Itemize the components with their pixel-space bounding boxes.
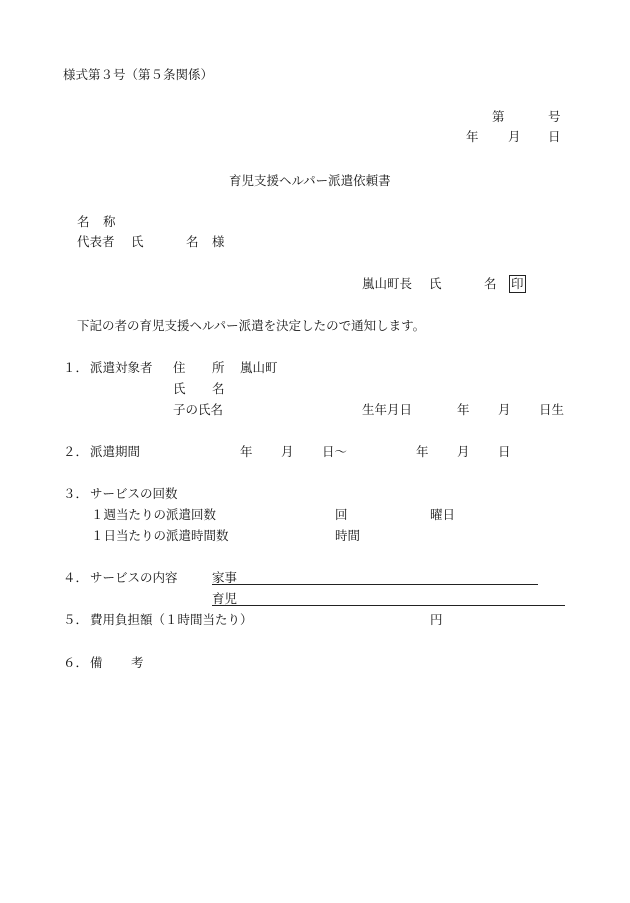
remarks-label-2: 考 xyxy=(131,655,144,670)
notice-text: 下記の者の育児支援ヘルパー派遣を決定したので通知します。 xyxy=(77,318,426,333)
weekly-count-unit: 回 xyxy=(335,507,348,522)
child-name-label: 子の氏名 xyxy=(173,402,224,417)
doc-number-prefix: 第 xyxy=(492,109,505,124)
sender-title: 嵐山町長 xyxy=(362,276,413,291)
address-label-1: 住 xyxy=(173,360,186,375)
document-title: 育児支援ヘルパー派遣依頼書 xyxy=(229,173,391,188)
period-from-month: 月 xyxy=(281,444,294,459)
birthdate-label: 生年月日 xyxy=(362,402,413,417)
daily-hours-unit: 時間 xyxy=(335,528,361,543)
representative-shi: 氏 xyxy=(131,234,144,249)
childcare-underline xyxy=(212,605,565,606)
date-year-label: 年 xyxy=(466,129,479,144)
sender-mei: 名 xyxy=(484,276,497,291)
representative-honorific: 様 xyxy=(212,234,225,249)
period-to-day: 日 xyxy=(498,444,511,459)
sender-shi: 氏 xyxy=(429,276,442,291)
period-label: 派遣期間 xyxy=(90,444,141,459)
service-count-label: サービスの回数 xyxy=(90,486,178,501)
fee-label: 費用負担額（１時間当たり） xyxy=(90,612,253,627)
recipient-name-label-2: 称 xyxy=(103,214,116,229)
birth-month-label: 月 xyxy=(498,402,511,417)
address-value: 嵐山町 xyxy=(240,360,278,375)
period-from-day: 日～ xyxy=(322,444,348,459)
item1-number: １． xyxy=(63,360,89,375)
target-person-label: 派遣対象者 xyxy=(90,360,153,375)
item4-number: ４． xyxy=(63,570,89,585)
childcare-label: 育児 xyxy=(212,591,238,606)
address-label-2: 所 xyxy=(212,360,225,375)
fee-unit: 円 xyxy=(430,612,443,627)
form-number-label: 様式第３号（第５条関係） xyxy=(63,67,214,82)
birth-day-label: 日生 xyxy=(539,402,565,417)
period-to-month: 月 xyxy=(457,444,470,459)
service-content-label: サービスの内容 xyxy=(90,570,178,585)
daily-hours-label: １日当たりの派遣時間数 xyxy=(91,528,229,543)
item5-number: ５． xyxy=(63,612,89,627)
person-name-label-2: 名 xyxy=(212,381,225,396)
date-month-label: 月 xyxy=(508,129,521,144)
weekly-count-label: １週当たりの派遣回数 xyxy=(91,507,217,522)
item3-number: ３． xyxy=(63,486,89,501)
item6-number: ６． xyxy=(63,655,89,670)
period-from-year: 年 xyxy=(240,444,253,459)
date-day-label: 日 xyxy=(548,129,561,144)
item2-number: ２． xyxy=(63,444,89,459)
remarks-label-1: 備 xyxy=(90,655,103,670)
seal-mark: 印 xyxy=(511,276,524,291)
representative-mei: 名 xyxy=(186,234,199,249)
housework-underline xyxy=(212,584,538,585)
doc-number-suffix: 号 xyxy=(548,109,561,124)
recipient-name-label-1: 名 xyxy=(77,214,90,229)
representative-label: 代表者 xyxy=(77,234,115,249)
person-name-label-1: 氏 xyxy=(173,381,186,396)
housework-label: 家事 xyxy=(212,570,238,585)
weekday-unit: 曜日 xyxy=(430,507,456,522)
period-to-year: 年 xyxy=(416,444,429,459)
birth-year-label: 年 xyxy=(457,402,470,417)
